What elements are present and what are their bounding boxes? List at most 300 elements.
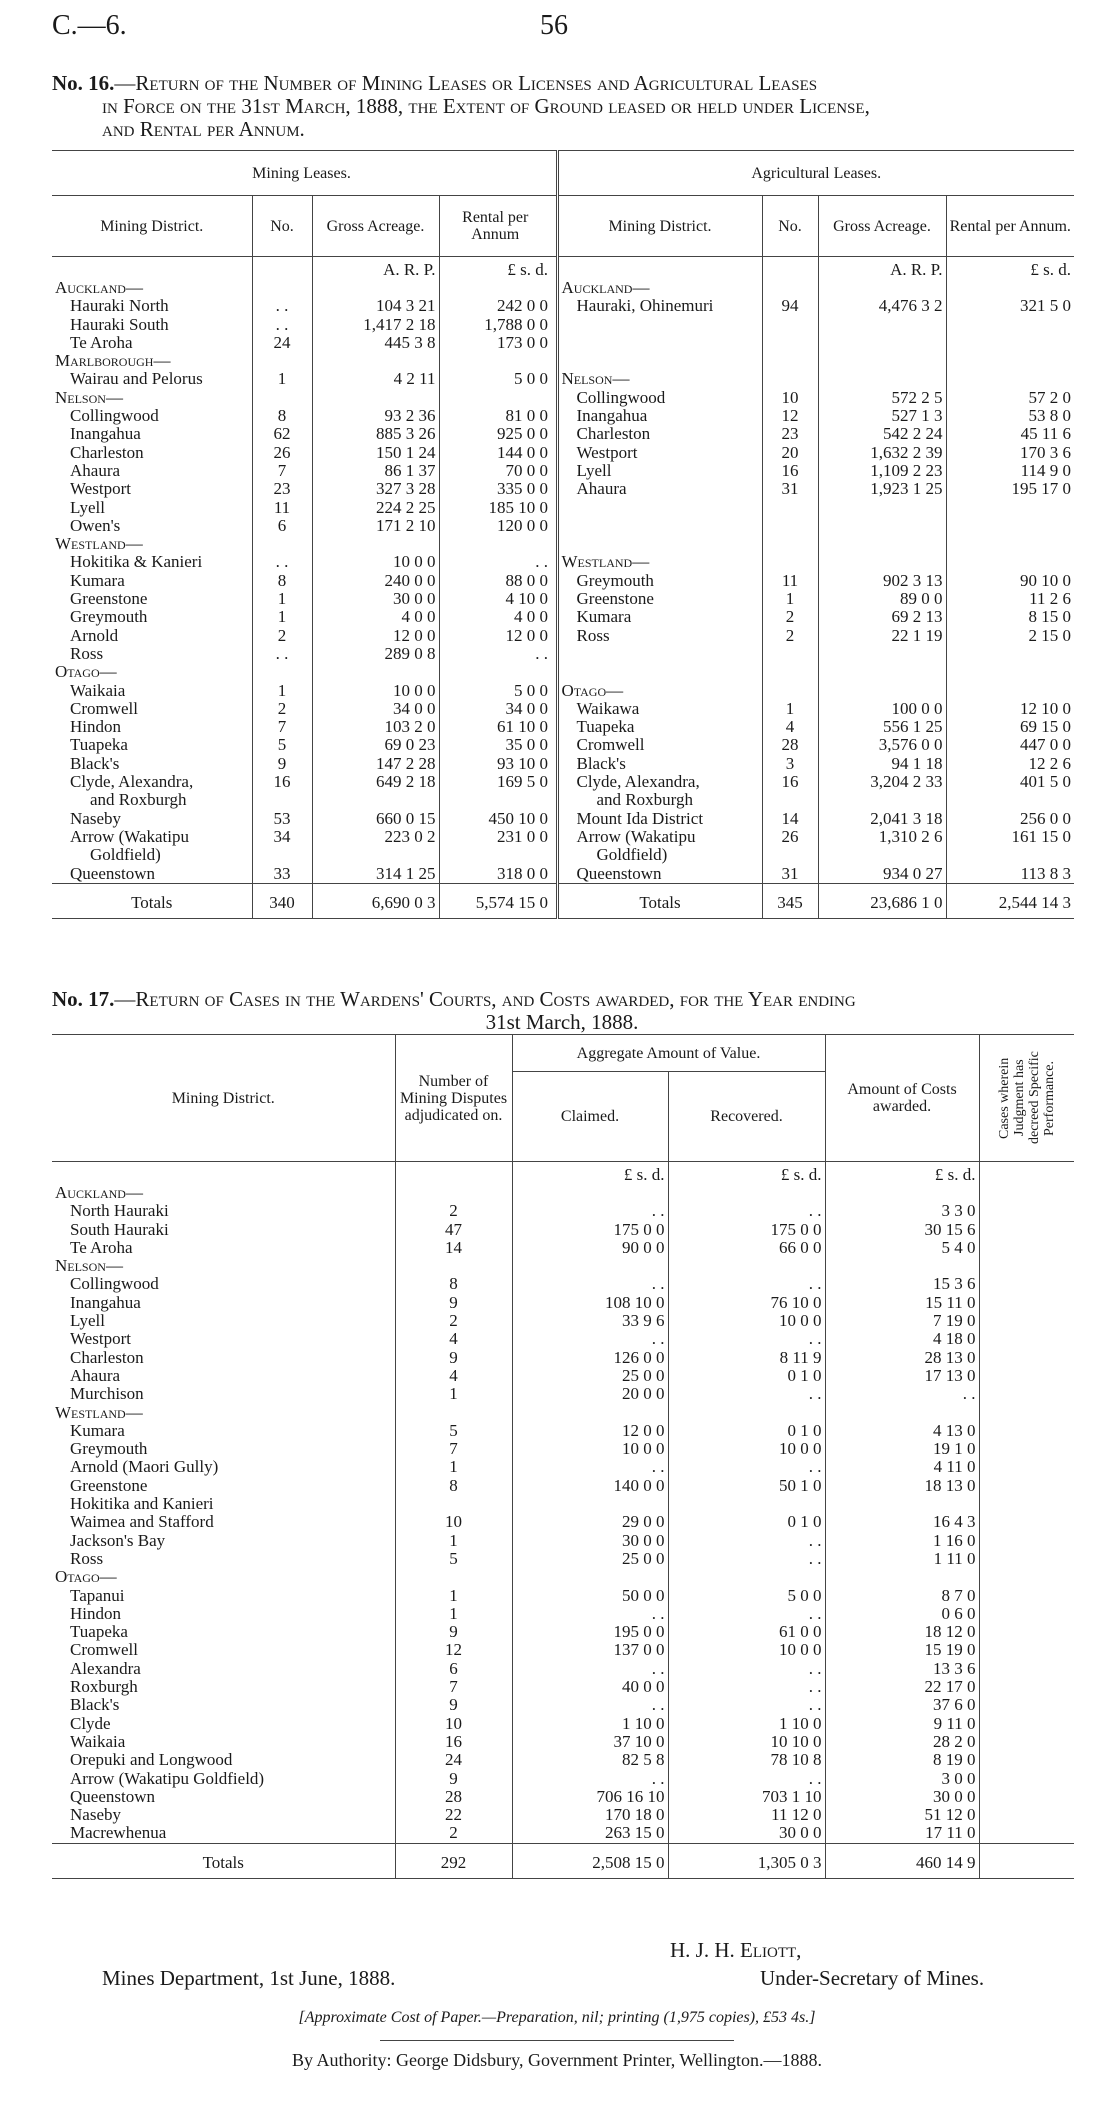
value-cell: 22 [395, 1806, 512, 1824]
value-cell [312, 663, 439, 681]
value-cell [818, 791, 946, 809]
value-cell: 10 0 0 [312, 682, 439, 700]
table17-row [52, 1221, 1074, 1239]
col-rental-2: Rental per Annum. [949, 217, 1071, 235]
value-cell: 224 2 25 [312, 499, 439, 517]
value-cell [762, 682, 818, 700]
value-cell: 660 0 15 [312, 810, 439, 828]
table17-row [52, 1641, 1074, 1659]
units-rental: £ s. d. [507, 259, 548, 279]
mining-district-cell: Arnold [52, 627, 252, 645]
table16-row [52, 499, 1074, 517]
value-cell [252, 663, 312, 681]
value-cell [512, 1495, 668, 1513]
value-cell [439, 846, 551, 864]
table16-row [52, 682, 1074, 700]
value-cell: 28 13 0 [825, 1349, 979, 1367]
value-cell [979, 1623, 1074, 1641]
table17-row [52, 1202, 1074, 1220]
table17-title-line2: 31st March, 1888. [485, 1010, 639, 1034]
value-cell: . . [512, 1330, 668, 1348]
district-cell: Collingwood [52, 1275, 395, 1293]
value-cell: 1,788 0 0 [484, 314, 548, 334]
value-cell: 7 [252, 718, 312, 736]
value-cell: 170 3 6 [1020, 442, 1071, 462]
table17-row [52, 1806, 1074, 1824]
value-cell [762, 499, 818, 517]
value-cell [825, 1495, 979, 1513]
value-cell [312, 279, 439, 297]
mining-district-cell: Queenstown [52, 865, 252, 884]
value-cell: 33 [252, 865, 312, 884]
agri-district-cell [557, 663, 762, 681]
value-cell: 1,109 2 23 [818, 462, 946, 480]
value-cell: 8 [395, 1275, 512, 1293]
mining-district-cell: Greymouth [52, 608, 252, 626]
value-cell: 7 [252, 462, 312, 480]
value-cell: 542 2 24 [818, 425, 946, 443]
value-cell [946, 499, 1074, 517]
value-cell [668, 1495, 825, 1513]
value-cell [979, 1678, 1074, 1696]
t17-units-costs: £ s. d. [825, 1162, 979, 1185]
value-cell: 3 3 0 [825, 1202, 979, 1220]
value-cell: 35 0 0 [505, 735, 548, 755]
value-cell: 14 [395, 1239, 512, 1257]
district-cell: Arnold (Maori Gully) [52, 1458, 395, 1476]
value-cell: 76 10 0 [668, 1294, 825, 1312]
value-cell: 62 [252, 425, 312, 443]
value-cell [818, 352, 946, 370]
value-cell: 34 0 0 [505, 698, 548, 718]
value-cell: . . [668, 1458, 825, 1476]
value-cell: . . [668, 1330, 825, 1348]
value-cell [979, 1824, 1074, 1843]
value-cell: 445 3 8 [312, 334, 439, 352]
district-cell: Orepuki and Longwood [52, 1751, 395, 1769]
value-cell: . . [512, 1458, 668, 1476]
value-cell [979, 1605, 1074, 1623]
value-cell [979, 1587, 1074, 1605]
value-cell [979, 1513, 1074, 1531]
table16-row [52, 645, 1074, 663]
value-cell: 1 [252, 590, 312, 608]
table17-row [52, 1275, 1074, 1293]
value-cell: 0 1 0 [668, 1513, 825, 1531]
col-rental: Rental per Annum [462, 209, 529, 243]
value-cell [252, 846, 312, 864]
agri-district-cell: and Roxburgh [557, 791, 762, 809]
value-cell: 0 1 0 [668, 1367, 825, 1385]
table16-title-line2: in Force on the 31st March, 1888, the Extent of Ground leased or held under License, [102, 94, 870, 118]
signature-name: H. J. H. Eliott, [670, 1938, 802, 1962]
value-cell [818, 535, 946, 553]
grp-mining-header: Mining Leases. [252, 164, 351, 182]
agri-district-cell [557, 645, 762, 663]
agri-district-cell: Greenstone [557, 590, 762, 608]
district-cell: Charleston [52, 1349, 395, 1367]
agri-district-cell: Greymouth [557, 572, 762, 590]
value-cell: . . [668, 1550, 825, 1568]
value-cell: 12 0 0 [512, 1422, 668, 1440]
table16-row [52, 572, 1074, 590]
mining-district-cell: Nelson— [52, 389, 252, 407]
agri-district-cell: Westland— [557, 553, 762, 571]
value-cell: 1,923 1 25 [818, 480, 946, 498]
value-cell: 2 [762, 627, 818, 645]
value-cell [312, 535, 439, 553]
value-cell: . . [668, 1678, 825, 1696]
table17-row [52, 1678, 1074, 1696]
value-cell [762, 370, 818, 388]
table16-row [52, 700, 1074, 718]
t17-col-claimed: Claimed. [512, 1072, 668, 1162]
value-cell: 10 0 0 [668, 1312, 825, 1330]
agri-district-cell [557, 334, 762, 352]
value-cell: 5 0 0 [514, 369, 548, 389]
page-code: C.—6. [52, 10, 127, 41]
value-cell: 173 0 0 [497, 332, 548, 352]
value-cell: 51 12 0 [825, 1806, 979, 1824]
value-cell [762, 535, 818, 553]
agri-district-cell: Clyde, Alexandra, [557, 773, 762, 791]
value-cell: 100 0 0 [818, 700, 946, 718]
value-cell: 4 2 11 [312, 370, 439, 388]
value-cell: 9 [395, 1623, 512, 1641]
value-cell: 263 15 0 [512, 1824, 668, 1843]
value-cell: 25 0 0 [512, 1550, 668, 1568]
value-cell: 25 0 0 [512, 1367, 668, 1385]
value-cell: 4 [762, 718, 818, 736]
value-cell [946, 370, 1074, 388]
value-cell [439, 279, 551, 297]
district-cell: Murchison [52, 1385, 395, 1403]
value-cell [825, 1257, 979, 1275]
t17-col-district: Mining District. [52, 1035, 395, 1162]
table16 [52, 150, 1074, 919]
district-cell: Waimea and Stafford [52, 1513, 395, 1531]
value-cell: 113 8 3 [1020, 863, 1071, 883]
value-cell [762, 663, 818, 681]
district-cell: Waikaia [52, 1733, 395, 1751]
mining-district-cell: Hauraki North [52, 297, 252, 315]
table17-row [52, 1696, 1074, 1714]
value-cell: 28 [762, 736, 818, 754]
value-cell: 1 [395, 1385, 512, 1403]
table16-title [52, 72, 1072, 141]
table16-row [52, 865, 1074, 884]
value-cell: 34 0 0 [312, 700, 439, 718]
value-cell: 94 [762, 297, 818, 315]
table17-row [52, 1788, 1074, 1806]
value-cell: 114 9 0 [1020, 460, 1071, 480]
value-cell: 16 [395, 1733, 512, 1751]
value-cell: 401 5 0 [1020, 772, 1071, 792]
value-cell: 6 [395, 1660, 512, 1678]
value-cell [946, 645, 1074, 663]
value-cell [979, 1477, 1074, 1495]
table17-row [52, 1513, 1074, 1531]
value-cell: 8 15 0 [1028, 607, 1071, 627]
value-cell: 30 0 0 [512, 1532, 668, 1550]
value-cell: 5 [252, 736, 312, 754]
table17 [52, 1034, 1074, 1879]
cost-note: [Approximate Cost of Paper.—Preparation, nil; printing (1,975 copies), £53 4s.] [298, 2009, 816, 2026]
value-cell: 12 10 0 [1020, 698, 1071, 718]
value-cell [395, 1184, 512, 1202]
grp-agri-header: Agricultural Leases. [751, 164, 882, 182]
table17-row [52, 1367, 1074, 1385]
agri-district-cell: Black's [557, 755, 762, 773]
value-cell: 8 [252, 407, 312, 425]
table17-row [52, 1770, 1074, 1788]
value-cell [252, 389, 312, 407]
district-cell: Tuapeka [52, 1623, 395, 1641]
value-cell: 20 0 0 [512, 1385, 668, 1403]
table17-row [52, 1330, 1074, 1348]
table16-title-line3: and Rental per Annum. [102, 117, 305, 141]
agri-district-cell: Waikawa [557, 700, 762, 718]
table16-row [52, 828, 1074, 846]
value-cell: . . [252, 297, 312, 315]
table17-row [52, 1824, 1074, 1843]
value-cell [825, 1568, 979, 1586]
value-cell [395, 1257, 512, 1275]
value-cell [312, 791, 439, 809]
t17-col-specific-label: Cases wherein Judgment has decreed Specific Performance. [996, 1051, 1057, 1145]
value-cell [979, 1660, 1074, 1678]
value-cell: 22 1 19 [818, 627, 946, 645]
value-cell: 12 0 0 [312, 627, 439, 645]
value-cell: 50 0 0 [512, 1587, 668, 1605]
value-cell [762, 279, 818, 297]
value-cell: 2 15 0 [1028, 625, 1071, 645]
mining-district-cell: Inangahua [52, 425, 252, 443]
table16-row [52, 407, 1074, 425]
value-cell [668, 1568, 825, 1586]
agri-district-cell: Nelson— [557, 370, 762, 388]
district-cell: Westport [52, 1330, 395, 1348]
table16-row [52, 627, 1074, 645]
value-cell: 28 [395, 1788, 512, 1806]
value-cell: 89 0 0 [818, 590, 946, 608]
totals-value: 340 [252, 883, 312, 918]
table16-row [52, 389, 1074, 407]
table16-row [52, 755, 1074, 773]
value-cell: . . [512, 1696, 668, 1714]
value-cell: 12 [762, 407, 818, 425]
value-cell: 13 3 6 [825, 1660, 979, 1678]
totals-value: 345 [762, 883, 818, 918]
value-cell: . . [668, 1696, 825, 1714]
value-cell [512, 1184, 668, 1202]
agri-district-cell [557, 316, 762, 334]
value-cell: 195 17 0 [1011, 479, 1071, 499]
agri-district-cell: Otago— [557, 682, 762, 700]
value-cell: . . [512, 1275, 668, 1293]
totals-value: 2,508 15 0 [512, 1843, 668, 1878]
value-cell: 2,041 3 18 [818, 810, 946, 828]
value-cell: 7 19 0 [825, 1312, 979, 1330]
value-cell: . . [512, 1660, 668, 1678]
value-cell: 223 0 2 [312, 828, 439, 846]
table16-row [52, 718, 1074, 736]
value-cell: 703 1 10 [668, 1788, 825, 1806]
value-cell: 66 0 0 [668, 1239, 825, 1257]
value-cell: 1 [252, 370, 312, 388]
value-cell: 2 [395, 1824, 512, 1843]
value-cell: 22 17 0 [825, 1678, 979, 1696]
value-cell [762, 645, 818, 663]
table16-row [52, 535, 1074, 553]
value-cell: 1 11 0 [825, 1550, 979, 1568]
value-cell: 93 10 0 [497, 753, 548, 773]
value-cell: 29 0 0 [512, 1513, 668, 1531]
district-cell: South Hauraki [52, 1221, 395, 1239]
district-cell: Kumara [52, 1422, 395, 1440]
value-cell: 4 0 0 [312, 608, 439, 626]
value-cell: 30 15 6 [825, 1221, 979, 1239]
value-cell: . . [668, 1275, 825, 1293]
value-cell: 17 13 0 [825, 1367, 979, 1385]
value-cell [818, 499, 946, 517]
table17-row [52, 1239, 1074, 1257]
value-cell [979, 1696, 1074, 1714]
value-cell [946, 553, 1074, 571]
value-cell: 8 11 9 [668, 1349, 825, 1367]
district-cell: Lyell [52, 1312, 395, 1330]
value-cell: 120 0 0 [497, 515, 548, 535]
mining-district-cell: Lyell [52, 499, 252, 517]
value-cell [818, 553, 946, 571]
agri-district-cell: Charleston [557, 425, 762, 443]
totals-value: 23,686 1 0 [818, 883, 946, 918]
value-cell [979, 1422, 1074, 1440]
district-cell: Otago— [52, 1568, 395, 1586]
value-cell: 1 16 0 [825, 1532, 979, 1550]
value-cell [979, 1239, 1074, 1257]
district-cell: Westland— [52, 1404, 395, 1422]
mining-district-cell: Naseby [52, 810, 252, 828]
value-cell: 23 [252, 480, 312, 498]
value-cell: 94 1 18 [818, 755, 946, 773]
agri-district-cell: Cromwell [557, 736, 762, 754]
mining-district-cell: Otago— [52, 663, 252, 681]
value-cell: 10 0 0 [668, 1440, 825, 1458]
mining-district-cell: Hokitika & Kanieri [52, 553, 252, 571]
value-cell [312, 846, 439, 864]
value-cell [439, 352, 551, 370]
value-cell [979, 1715, 1074, 1733]
table17-row [52, 1532, 1074, 1550]
value-cell [979, 1221, 1074, 1239]
value-cell: 86 1 37 [312, 462, 439, 480]
units-acreage-2: A. R. P. [818, 257, 946, 280]
table16-row [52, 590, 1074, 608]
value-cell [946, 517, 1074, 535]
value-cell: 240 0 0 [312, 572, 439, 590]
value-cell: 161 15 0 [1011, 826, 1071, 846]
district-cell: Black's [52, 1696, 395, 1714]
table16-row [52, 773, 1074, 791]
table17-row [52, 1660, 1074, 1678]
table17-row [52, 1349, 1074, 1367]
mining-district-cell: Wairau and Pelorus [52, 370, 252, 388]
value-cell [252, 791, 312, 809]
mining-district-cell: Marlborough— [52, 352, 252, 370]
value-cell: 10 [395, 1513, 512, 1531]
value-cell: 24 [395, 1751, 512, 1769]
table16-row [52, 334, 1074, 352]
value-cell: 885 3 26 [312, 425, 439, 443]
value-cell: 47 [395, 1221, 512, 1239]
agri-district-cell: Auckland— [557, 279, 762, 297]
value-cell [439, 389, 551, 407]
mining-district-cell: Greenstone [52, 590, 252, 608]
value-cell: . . [535, 552, 548, 572]
value-cell: 8 [252, 572, 312, 590]
value-cell [979, 1202, 1074, 1220]
value-cell [979, 1788, 1074, 1806]
value-cell: 1 [395, 1532, 512, 1550]
mining-district-cell: Te Aroha [52, 334, 252, 352]
col-no-2: No. [762, 196, 818, 257]
value-cell: 4 [395, 1330, 512, 1348]
value-cell: 0 1 0 [668, 1422, 825, 1440]
table16-row [52, 297, 1074, 315]
value-cell: 335 0 0 [497, 479, 548, 499]
units-rental-2: £ s. d. [1030, 259, 1071, 279]
value-cell [979, 1806, 1074, 1824]
value-cell: 20 [762, 444, 818, 462]
value-cell: 150 1 24 [312, 444, 439, 462]
table16-row [52, 810, 1074, 828]
value-cell: 11 2 6 [1029, 589, 1071, 609]
value-cell: 195 0 0 [512, 1623, 668, 1641]
value-cell [979, 1349, 1074, 1367]
value-cell: 10 [395, 1715, 512, 1733]
value-cell: 81 0 0 [505, 406, 548, 426]
agri-district-cell: Goldfield) [557, 846, 762, 864]
district-cell: Hindon [52, 1605, 395, 1623]
value-cell: 1 [252, 682, 312, 700]
t17-col-specific [979, 1035, 1074, 1162]
mining-district-cell: Hindon [52, 718, 252, 736]
value-cell [395, 1495, 512, 1513]
value-cell: 6 [252, 517, 312, 535]
table16-title-line1: —Return of the Number of Mining Leases or Licenses and Agricultural Leases [114, 71, 818, 95]
value-cell: 12 0 0 [505, 625, 548, 645]
value-cell: 15 19 0 [825, 1641, 979, 1659]
value-cell: 4 13 0 [825, 1422, 979, 1440]
district-cell: Arrow (Wakatipu Goldfield) [52, 1770, 395, 1788]
table16-row [52, 791, 1074, 809]
table17-row [52, 1568, 1074, 1586]
agri-district-cell: Inangahua [557, 407, 762, 425]
value-cell: 18 12 0 [825, 1623, 979, 1641]
value-cell: 45 11 6 [1020, 424, 1071, 444]
district-cell: Alexandra [52, 1660, 395, 1678]
value-cell: . . [668, 1660, 825, 1678]
value-cell: 69 15 0 [1020, 717, 1071, 737]
table17-row [52, 1422, 1074, 1440]
value-cell: 90 0 0 [512, 1239, 668, 1257]
totals-value: 2,544 14 3 [998, 892, 1071, 912]
value-cell: 4,476 3 2 [818, 297, 946, 315]
district-cell: Inangahua [52, 1294, 395, 1312]
value-cell: 242 0 0 [497, 296, 548, 316]
value-cell: 12 2 6 [1028, 753, 1071, 773]
